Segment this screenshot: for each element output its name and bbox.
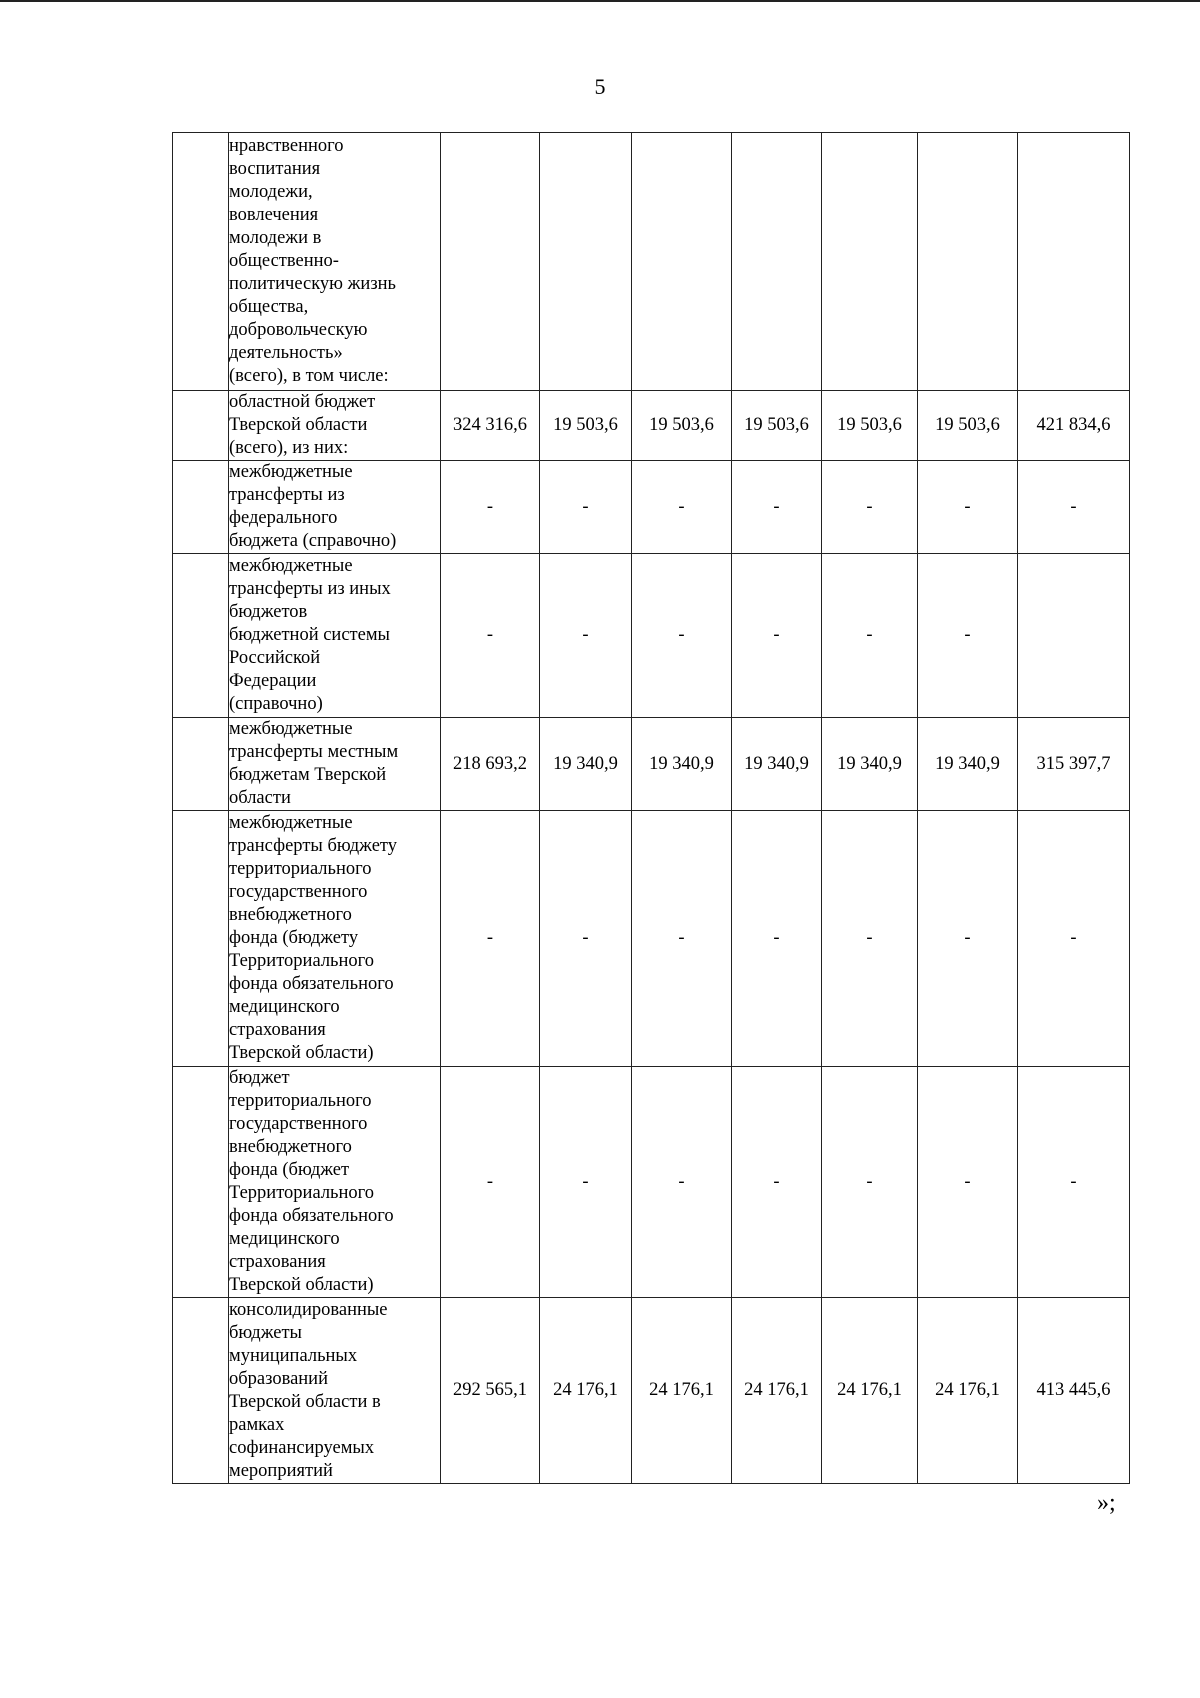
value-cell: - bbox=[441, 461, 540, 554]
value-cell: 19 340,9 bbox=[822, 718, 918, 811]
value-cell bbox=[441, 133, 540, 391]
table-row bbox=[173, 554, 1130, 718]
row-label-cell bbox=[229, 1067, 441, 1298]
value-cell: - bbox=[1018, 1067, 1130, 1298]
row-label-cell bbox=[229, 391, 441, 461]
value-cell bbox=[1018, 133, 1130, 391]
value-cell: - bbox=[632, 554, 732, 718]
value-cell: 19 503,6 bbox=[540, 391, 632, 461]
value-cell: - bbox=[540, 461, 632, 554]
value-cell: 19 340,9 bbox=[632, 718, 732, 811]
table-row bbox=[173, 1298, 1130, 1484]
table-row bbox=[173, 1067, 1130, 1298]
value-cell: 19 503,6 bbox=[822, 391, 918, 461]
row-label-cell bbox=[229, 811, 441, 1067]
table-row bbox=[173, 391, 1130, 461]
value-cell: 19 340,9 bbox=[540, 718, 632, 811]
value-cell: - bbox=[732, 554, 822, 718]
value-cell: - bbox=[441, 1067, 540, 1298]
value-cell: 19 340,9 bbox=[918, 718, 1018, 811]
row-index-cell bbox=[173, 391, 229, 461]
row-index-cell bbox=[173, 133, 229, 391]
value-cell: 19 503,6 bbox=[918, 391, 1018, 461]
value-cell: - bbox=[822, 1067, 918, 1298]
row-label-cell bbox=[229, 1298, 441, 1484]
value-cell: - bbox=[632, 461, 732, 554]
row-label: бюджет территориального государственного внебюджетного фонда (бюджет Территориального фонда обязательного медицинского страхования Тверской области) bbox=[229, 1068, 394, 1295]
value-cell: 24 176,1 bbox=[732, 1298, 822, 1484]
row-index-cell bbox=[173, 1067, 229, 1298]
value-cell: - bbox=[1018, 811, 1130, 1067]
row-label-cell bbox=[229, 718, 441, 811]
row-index-cell bbox=[173, 718, 229, 811]
row-label: межбюджетные трансферты из федерального бюджета (справочно) bbox=[229, 462, 397, 551]
table-row bbox=[173, 811, 1130, 1067]
value-cell: 218 693,2 bbox=[441, 718, 540, 811]
value-cell: - bbox=[822, 461, 918, 554]
row-label: межбюджетные трансферты из иных бюджетов бюджетной системы Российской Федерации (справочно) bbox=[229, 556, 391, 714]
budget-table-body bbox=[173, 133, 1130, 1484]
value-cell: - bbox=[732, 1067, 822, 1298]
value-cell: - bbox=[918, 554, 1018, 718]
value-cell: 24 176,1 bbox=[540, 1298, 632, 1484]
value-cell: 24 176,1 bbox=[822, 1298, 918, 1484]
value-cell: - bbox=[918, 461, 1018, 554]
row-label: межбюджетные трансферты местным бюджетам Тверской области bbox=[229, 719, 399, 808]
budget-table bbox=[172, 132, 1130, 1484]
value-cell: - bbox=[732, 461, 822, 554]
row-label: нравственного воспитания молодежи, вовлечения молодежи в общественно- политическую жизнь общества, добровольческую деятельность» (всего), в том числе: bbox=[229, 136, 396, 386]
table-row bbox=[173, 718, 1130, 811]
value-cell: 19 503,6 bbox=[732, 391, 822, 461]
row-index-cell bbox=[173, 554, 229, 718]
row-label: областной бюджет Тверской области (всего), из них: bbox=[229, 392, 376, 458]
value-cell: - bbox=[632, 811, 732, 1067]
value-cell bbox=[918, 133, 1018, 391]
value-cell: - bbox=[918, 811, 1018, 1067]
value-cell: 421 834,6 bbox=[1018, 391, 1130, 461]
value-cell: - bbox=[822, 811, 918, 1067]
row-index-cell bbox=[173, 461, 229, 554]
row-label: консолидированные бюджеты муниципальных образований Тверской области в рамках софинансируемых мероприятий bbox=[229, 1299, 388, 1481]
value-cell: - bbox=[441, 554, 540, 718]
value-cell: 315 397,7 bbox=[1018, 718, 1130, 811]
value-cell: - bbox=[822, 554, 918, 718]
closing-quote-mark: »; bbox=[1097, 1490, 1116, 1516]
value-cell: 19 340,9 bbox=[732, 718, 822, 811]
value-cell: - bbox=[1018, 461, 1130, 554]
value-cell bbox=[540, 133, 632, 391]
value-cell bbox=[732, 133, 822, 391]
row-index-cell bbox=[173, 811, 229, 1067]
value-cell: 324 316,6 bbox=[441, 391, 540, 461]
value-cell: - bbox=[540, 811, 632, 1067]
value-cell: 292 565,1 bbox=[441, 1298, 540, 1484]
row-label-cell bbox=[229, 554, 441, 718]
value-cell: - bbox=[918, 1067, 1018, 1298]
value-cell: 24 176,1 bbox=[632, 1298, 732, 1484]
table-row bbox=[173, 133, 1130, 391]
value-cell: 19 503,6 bbox=[632, 391, 732, 461]
value-cell: 413 445,6 bbox=[1018, 1298, 1130, 1484]
value-cell: - bbox=[540, 554, 632, 718]
value-cell bbox=[632, 133, 732, 391]
value-cell: - bbox=[632, 1067, 732, 1298]
value-cell bbox=[822, 133, 918, 391]
row-label: межбюджетные трансферты бюджету территориального государственного внебюджетного фонда (бюджету Территориального фонда обязательного медицинского страхования Тверской области) bbox=[229, 813, 397, 1063]
value-cell: - bbox=[540, 1067, 632, 1298]
value-cell: 24 176,1 bbox=[918, 1298, 1018, 1484]
row-index-cell bbox=[173, 1298, 229, 1484]
page-number: 5 bbox=[594, 74, 606, 99]
row-label-cell bbox=[229, 461, 441, 554]
value-cell: - bbox=[441, 811, 540, 1067]
table-row bbox=[173, 461, 1130, 554]
row-label-cell bbox=[229, 133, 441, 391]
value-cell: - bbox=[732, 811, 822, 1067]
value-cell bbox=[1018, 554, 1130, 718]
page-top-edge bbox=[0, 0, 1200, 2]
